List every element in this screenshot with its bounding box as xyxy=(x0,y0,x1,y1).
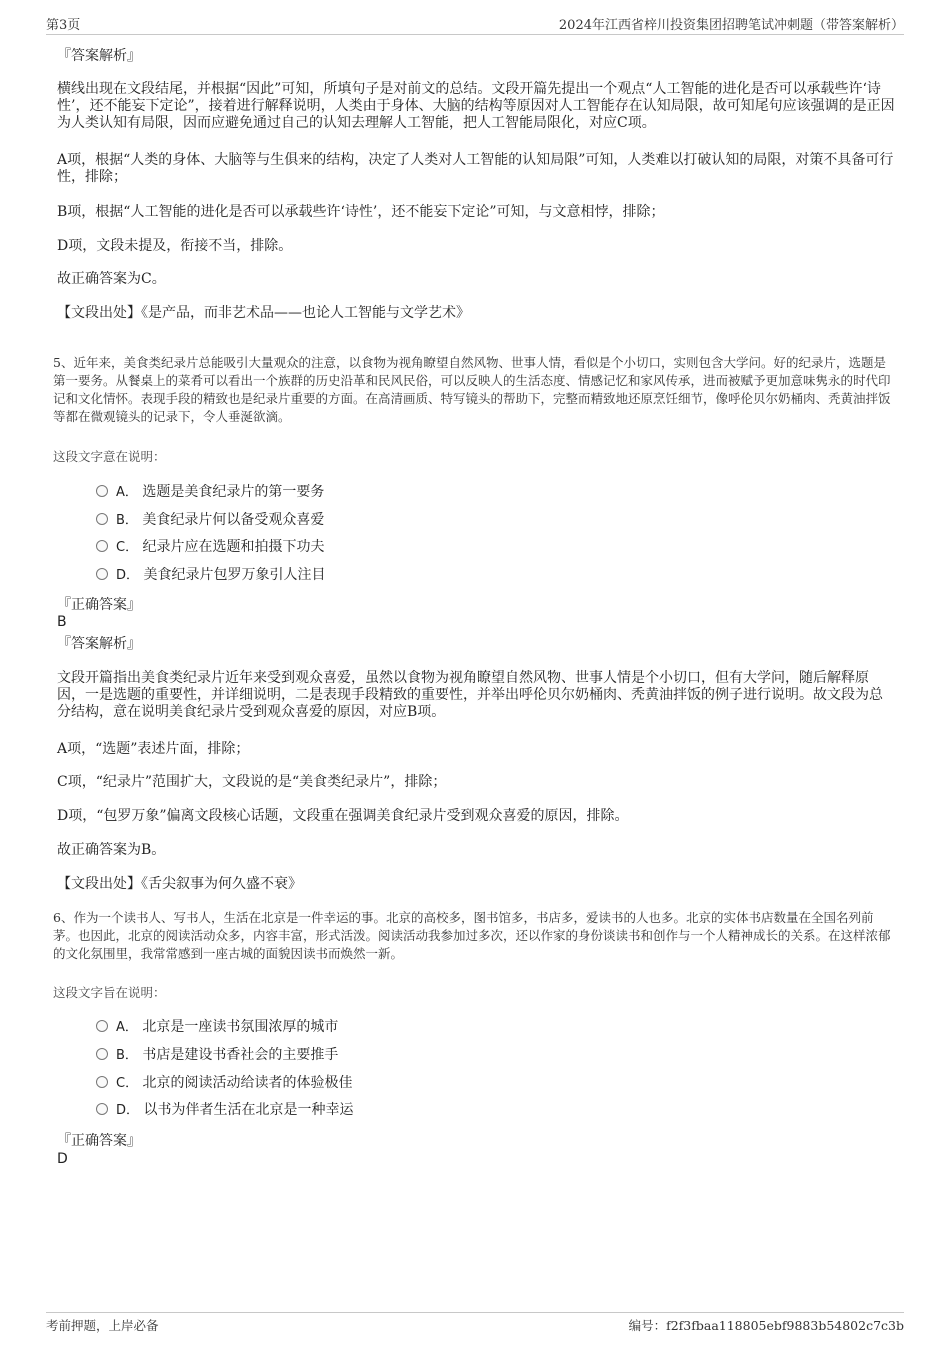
q5-answer: B xyxy=(57,614,67,630)
page-header xyxy=(46,14,904,35)
q6-option-b[interactable] xyxy=(96,1045,338,1065)
q5-conclusion: 故正确答案为B。 xyxy=(57,842,166,858)
q5-option-b[interactable] xyxy=(96,510,324,530)
q6-option-a[interactable] xyxy=(96,1017,338,1037)
radio-icon[interactable] xyxy=(96,1103,108,1115)
q6-option-d[interactable] xyxy=(96,1100,353,1120)
option-text: 美食纪录片包罗万象引人注目 xyxy=(143,567,326,583)
option-letter: A． xyxy=(116,485,138,500)
option-text: 书店是建设书香社会的主要推手 xyxy=(142,1047,339,1063)
radio-icon[interactable] xyxy=(96,568,108,580)
q5-option-a-explanation: A项，“选题”表述片面，排除； xyxy=(57,741,250,757)
q6-prompt: 这段文字旨在说明： xyxy=(53,985,166,1000)
option-text: 以书为伴者生活在北京是一种幸运 xyxy=(143,1102,354,1118)
radio-icon[interactable] xyxy=(96,513,108,525)
q6-stem: 6、作为一个读书人、写书人，生活在北京是一件幸运的事。北京的高校多，图书馆多，书店多，爱读书的人也多。北京的实体书店数量在全国名列前茅。也因此，北京的阅读活动众多，内容丰富，形式活泼。阅读活动我参加过多次，还以作家的身份谈读书和创作与一个人精神成长的关系。在这样浓郁的文化氛围里，我常常感到一座古城的面貌因读书而焕然一新。 xyxy=(53,910,891,961)
q5-option-d[interactable] xyxy=(96,565,325,585)
q5-source: 【文段出处】《舌尖叙事为何久盛不衰》 xyxy=(57,876,302,892)
q5-option-c[interactable] xyxy=(96,537,325,557)
footer-slogan: 考前押题，上岸必备 xyxy=(46,1318,159,1333)
q4-option-b-explanation: B项，根据“人工智能的进化是否可以承载些许‘诗性’，还不能妄下定论”可知，与文意相悖，排除； xyxy=(57,204,665,220)
option-text: 选题是美食纪录片的第一要务 xyxy=(142,484,325,500)
option-letter: C． xyxy=(116,1076,139,1091)
q6-option-c[interactable] xyxy=(96,1073,353,1093)
q6-answer: D xyxy=(57,1151,68,1167)
option-letter: D． xyxy=(116,568,140,583)
q4-analysis-label: 『答案解析』 xyxy=(57,48,141,64)
radio-icon[interactable] xyxy=(96,1020,108,1032)
q5-option-d-explanation: D项，“包罗万象”偏离文段核心话题，文段重在强调美食纪录片受到观众喜爱的原因，排除。 xyxy=(57,808,629,824)
option-text: 北京的阅读活动给读者的体验极佳 xyxy=(142,1075,353,1091)
q4-analysis-paragraph: 横线出现在文段结尾，并根据“因此”可知，所填句子是对前文的总结。文段开篇先提出一个观点“人工智能的进化是否可以承载些许‘诗性’，还不能妄下定论”，接着进行解释说明，人类由于身体、大脑的结构等原因对人工智能存在认知局限，故可知尾句应该强调的是正因为人类认知有局限，因而应避免通过自己的认知去理解人工智能，把人工智能局限化，对应C项。 xyxy=(57,81,895,131)
radio-icon[interactable] xyxy=(96,1048,108,1060)
q4-conclusion: 故正确答案为C。 xyxy=(57,271,166,287)
option-letter: B． xyxy=(116,513,138,528)
page-number: 第3页 xyxy=(46,18,81,33)
q6-answer-label: 『正确答案』 xyxy=(57,1133,141,1149)
radio-icon[interactable] xyxy=(96,540,108,552)
option-letter: B． xyxy=(116,1048,138,1063)
option-letter: D． xyxy=(116,1103,140,1118)
q4-option-d-explanation: D项，文段未提及，衔接不当，排除。 xyxy=(57,238,293,254)
q5-analysis-label: 『答案解析』 xyxy=(57,636,141,652)
option-text: 美食纪录片何以备受观众喜爱 xyxy=(142,512,325,528)
q5-analysis-paragraph: 文段开篇指出美食类纪录片近年来受到观众喜爱，虽然以食物为视角瞭望自然风物、世事人情是个小切口，但有大学问，随后解释原因，一是选题的重要性，并详细说明，二是表现手段精致的重要性，并举出呼伦贝尔奶桶肉、秃黄油拌饭的例子进行说明。故文段为总分结构，意在说明美食纪录片受到观众喜爱的原因，对应B项。 xyxy=(57,670,883,720)
option-text: 纪录片应在选题和拍摄下功夫 xyxy=(142,539,325,555)
document-id: 编号：f2f3fbaa118805ebf9883b54802c7c3b xyxy=(628,1318,904,1333)
option-letter: C． xyxy=(116,540,139,555)
q5-option-c-explanation: C项，“纪录片”范围扩大，文段说的是“美食类纪录片”，排除； xyxy=(57,774,447,790)
option-text: 北京是一座读书氛围浓厚的城市 xyxy=(142,1019,339,1035)
q5-option-a[interactable] xyxy=(96,482,324,502)
radio-icon[interactable] xyxy=(96,1076,108,1088)
q4-source: 【文段出处】《是产品，而非艺术品——也论人工智能与文学艺术》 xyxy=(57,305,470,321)
document-title: 2024年江西省梓川投资集团招聘笔试冲刺题（带答案解析） xyxy=(558,18,904,33)
option-letter: A． xyxy=(116,1020,138,1035)
q5-stem: 5、近年来，美食类纪录片总能吸引大量观众的注意，以食物为视角瞭望自然风物、世事人情，看似是个小切口，实则包含大学问。好的纪录片，选题是第一要务。从餐桌上的菜肴可以看出一个族群的历史沿革和民风民俗，可以反映人的生活态度、情感记忆和家风传承，进而被赋予更加意味隽永的时代印记和文化情怀。表现手段的精致也是纪录片重要的方面。在高清画质、特写镜头的帮助下，完整而精致地还原烹饪细节，像呼伦贝尔奶桶肉、秃黄油拌饭等都在微观镜头的记录下，令人垂涎欲滴。 xyxy=(53,355,891,424)
q4-option-a-explanation: A项，根据“人类的身体、大脑等与生俱来的结构，决定了人类对人工智能的认知局限”可知，人类难以打破认知的局限，对策不具备可行性，排除； xyxy=(57,152,894,185)
page-footer xyxy=(46,1312,904,1335)
q5-prompt: 这段文字意在说明： xyxy=(53,449,166,464)
q5-answer-label: 『正确答案』 xyxy=(57,597,141,613)
radio-icon[interactable] xyxy=(96,485,108,497)
